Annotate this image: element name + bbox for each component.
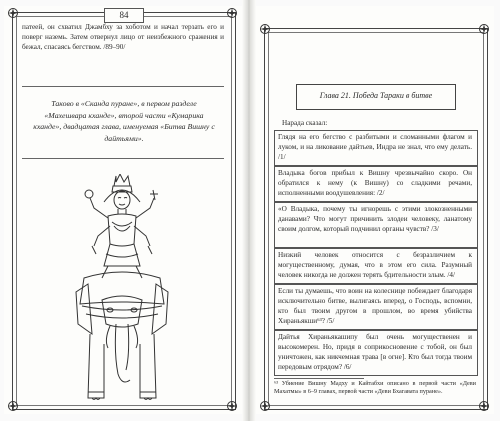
corner-ornament-icon (259, 400, 271, 412)
divider (22, 86, 224, 87)
footnote-divider (274, 378, 364, 379)
paragraph: «О Владыка, почему ты игнорешь с этими злокозненными данавами? Что могут причинить злодеи человеку, ланатому своим долгом, который подчинил органы чувств? /3/ (278, 205, 472, 233)
paragraph: Владыка богов прибыл к Вишну чрезвычайно скоро. Он обратился к нему (к Вишну) со сладкими речами, исполненными воодушевления: /2/ (278, 169, 472, 197)
corner-ornament-icon (259, 23, 271, 35)
page-number: 84 (104, 8, 144, 23)
corner-ornament-icon (7, 7, 19, 19)
deity-illustration (64, 174, 182, 406)
intro-text: патеей, он схватил Джамбху за хоботом и начал терзать его и поверг наземь. Затем отвернул лицо от неизбежного сражения и бежал, спасаясь бегством. /89–90/ (22, 23, 224, 51)
left-page (4, 6, 242, 414)
chapter-title: Глава 21. Победа Тараки в битве (319, 91, 433, 100)
corner-ornament-icon (226, 400, 238, 412)
chapter-colophon: Таково в «Сканда пуране», в первом разделе «Махешвара кханде», второй части «Кумарика кханде», двадцатая глава, именуемая «Битва Вишну с дайтьями». (33, 99, 215, 143)
corner-ornament-icon (7, 400, 19, 412)
divider (22, 158, 224, 159)
paragraph: Нарада сказал: (282, 119, 328, 127)
paragraph: Глядя на его бегство с разбитыми и сломанными флагом и луком, и на ликование дайтьев, Индра не знал, что ему делать. /1/ (278, 133, 472, 161)
right-page (256, 6, 494, 414)
paragraph: Если ты думаешь, что воин на колеснице побеждает благодаря исключительно битве, вылигаясь вперед, о Господь, вспомни, кто был твоим другом в прошлом, во время убийства Хираньякши⁶³? /5/ (278, 287, 472, 325)
corner-ornament-icon (226, 7, 238, 19)
paragraph: Низкий человек относится с безразличием к могущественному, думая, что в этом его сила. Разумный человек никогда не должен терять бдительности злым. /4/ (278, 251, 472, 279)
footnote: ⁶³ Убиение Вишну Мадху и Кайтабхи описано в первой части «Деви Махатмы» в 6–9 главах, первой части «Деви Бхагавата пуране». (274, 380, 476, 396)
book-gutter (242, 0, 256, 421)
corner-ornament-icon (478, 23, 490, 35)
corner-ornament-icon (478, 400, 490, 412)
paragraph: Дайтья Хираньякашипу был очень могущественен и высокомерен. Но, придя в соприкосновение с тобой, он был уничтожен, как никчемная трава [в огне]. Кто был тогда твоим передовым отрядом? /6/ (278, 333, 472, 371)
chapter-title-box (296, 84, 456, 110)
